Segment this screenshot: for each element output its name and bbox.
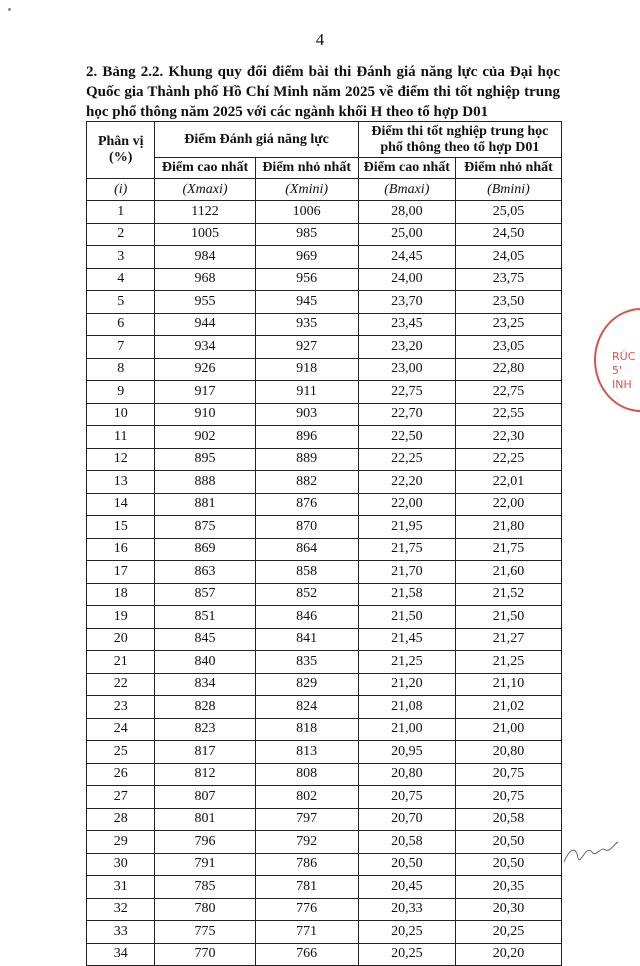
stamp-text: 5'	[612, 364, 623, 377]
table-row	[87, 493, 562, 516]
table-cell: 875	[155, 516, 255, 539]
table-cell: 840	[155, 651, 255, 674]
table-cell: 21,50	[358, 606, 455, 629]
table-cell: 846	[255, 606, 358, 629]
table-cell: 771	[255, 921, 358, 944]
table-cell: 22,00	[455, 493, 561, 516]
table-cell: 812	[155, 763, 255, 786]
table-cell: 22,75	[358, 381, 455, 404]
table-row	[87, 831, 562, 854]
table-cell: 20	[87, 628, 155, 651]
table-cell: 21,60	[455, 561, 561, 584]
table-cell: 24	[87, 718, 155, 741]
table-cell: 801	[155, 808, 255, 831]
table-cell: 935	[255, 313, 358, 336]
table-cell: 926	[155, 358, 255, 381]
header-thpt-max: Điểm cao nhất	[358, 158, 455, 179]
table-cell: 896	[255, 426, 358, 449]
table-cell: 23	[87, 696, 155, 719]
table-cell: 797	[255, 808, 358, 831]
table-cell: 956	[255, 268, 358, 291]
table-cell: 21,50	[455, 606, 561, 629]
table-cell: 21,52	[455, 583, 561, 606]
table-row	[87, 336, 562, 359]
table-cell: 888	[155, 471, 255, 494]
table-cell: 23,70	[358, 291, 455, 314]
table-cell: 841	[255, 628, 358, 651]
table-cell: 21,75	[455, 538, 561, 561]
table-cell: 20,25	[358, 921, 455, 944]
table-cell: 20,20	[455, 943, 561, 966]
table-row	[87, 898, 562, 921]
table-cell: 20,80	[358, 763, 455, 786]
table-cell: 10	[87, 403, 155, 426]
table-cell: 808	[255, 763, 358, 786]
table-cell: 25,00	[358, 223, 455, 246]
table-cell: 21,10	[455, 673, 561, 696]
table-cell: 23,25	[455, 313, 561, 336]
symbol-cell: (i)	[87, 179, 155, 201]
table-row	[87, 786, 562, 809]
table-row	[87, 471, 562, 494]
table-cell: 20,75	[455, 786, 561, 809]
table-cell: 20,70	[358, 808, 455, 831]
table-cell: 835	[255, 651, 358, 674]
table-cell: 881	[155, 493, 255, 516]
table-cell: 834	[155, 673, 255, 696]
table-cell: 21,80	[455, 516, 561, 539]
table-cell: 13	[87, 471, 155, 494]
table-row	[87, 201, 562, 224]
table-cell: 21,95	[358, 516, 455, 539]
table-row	[87, 606, 562, 629]
table-cell: 24,45	[358, 246, 455, 269]
table-cell: 927	[255, 336, 358, 359]
table-row	[87, 943, 562, 966]
table-cell: 31	[87, 876, 155, 899]
table-cell: 21,45	[358, 628, 455, 651]
table-cell: 21,20	[358, 673, 455, 696]
table-cell: 969	[255, 246, 358, 269]
table-row	[87, 313, 562, 336]
table-cell: 1006	[255, 201, 358, 224]
table-cell: 869	[155, 538, 255, 561]
table-cell: 25,05	[455, 201, 561, 224]
table-cell: 785	[155, 876, 255, 899]
table-cell: 34	[87, 943, 155, 966]
table-cell: 1005	[155, 223, 255, 246]
table-cell: 857	[155, 583, 255, 606]
table-cell: 955	[155, 291, 255, 314]
table-cell: 17	[87, 561, 155, 584]
table-cell: 984	[155, 246, 255, 269]
table-cell: 882	[255, 471, 358, 494]
table-cell: 895	[155, 448, 255, 471]
symbol-row	[87, 179, 562, 201]
table-cell: 5	[87, 291, 155, 314]
table-cell: 770	[155, 943, 255, 966]
table-cell: 21,58	[358, 583, 455, 606]
table-cell: 870	[255, 516, 358, 539]
table-cell: 828	[155, 696, 255, 719]
table-cell: 20,30	[455, 898, 561, 921]
table-cell: 23,50	[455, 291, 561, 314]
table-cell: 32	[87, 898, 155, 921]
table-cell: 902	[155, 426, 255, 449]
table-cell: 21,00	[455, 718, 561, 741]
table-cell: 1	[87, 201, 155, 224]
table-cell: 796	[155, 831, 255, 854]
table-cell: 28,00	[358, 201, 455, 224]
table-cell: 14	[87, 493, 155, 516]
table-cell: 24,00	[358, 268, 455, 291]
stamp-text: RÚC	[612, 350, 636, 363]
table-cell: 22,30	[455, 426, 561, 449]
table-cell: 6	[87, 313, 155, 336]
table-cell: 20,75	[455, 763, 561, 786]
table-cell: 4	[87, 268, 155, 291]
conversion-table	[86, 121, 562, 966]
table-cell: 802	[255, 786, 358, 809]
table-row	[87, 381, 562, 404]
table-cell: 25	[87, 741, 155, 764]
table-row	[87, 673, 562, 696]
table-cell: 791	[155, 853, 255, 876]
table-row	[87, 358, 562, 381]
table-cell: 792	[255, 831, 358, 854]
table-cell: 20,35	[455, 876, 561, 899]
table-cell: 9	[87, 381, 155, 404]
header-dgnl-max: Điểm cao nhất	[155, 158, 255, 179]
table-cell: 15	[87, 516, 155, 539]
table-cell: 813	[255, 741, 358, 764]
table-cell: 20,58	[455, 808, 561, 831]
scan-dot	[8, 8, 11, 11]
table-cell: 985	[255, 223, 358, 246]
table-row	[87, 853, 562, 876]
table-cell: 2	[87, 223, 155, 246]
table-cell: 944	[155, 313, 255, 336]
table-cell: 968	[155, 268, 255, 291]
table-cell: 945	[255, 291, 358, 314]
table-cell: 910	[155, 403, 255, 426]
table-cell: 845	[155, 628, 255, 651]
table-cell: 20,50	[455, 853, 561, 876]
symbol-cell: (Xmini)	[255, 179, 358, 201]
table-cell: 823	[155, 718, 255, 741]
header-thpt: Điểm thi tốt nghiệp trung học phổ thông theo tổ hợp D01	[358, 122, 561, 158]
symbol-cell: (Bmini)	[455, 179, 561, 201]
table-cell: 22,75	[455, 381, 561, 404]
stamp-text: INH	[612, 378, 632, 391]
header-percentile: Phân vị (%)	[87, 122, 155, 179]
table-cell: 29	[87, 831, 155, 854]
table-cell: 23,20	[358, 336, 455, 359]
header-dgnl: Điểm Đánh giá năng lực	[155, 122, 358, 158]
table-row	[87, 876, 562, 899]
table-cell: 851	[155, 606, 255, 629]
table-cell: 3	[87, 246, 155, 269]
header-dgnl-min: Điểm nhỏ nhất	[255, 158, 358, 179]
table-cell: 22,00	[358, 493, 455, 516]
table-cell: 918	[255, 358, 358, 381]
table-row	[87, 718, 562, 741]
table-cell: 818	[255, 718, 358, 741]
table-cell: 20,75	[358, 786, 455, 809]
table-cell: 766	[255, 943, 358, 966]
table-cell: 889	[255, 448, 358, 471]
table-cell: 28	[87, 808, 155, 831]
table-cell: 829	[255, 673, 358, 696]
table-row	[87, 628, 562, 651]
table-cell: 863	[155, 561, 255, 584]
table-cell: 20,50	[358, 853, 455, 876]
table-cell: 24,50	[455, 223, 561, 246]
table-row	[87, 516, 562, 539]
table-cell: 23,75	[455, 268, 561, 291]
table-cell: 16	[87, 538, 155, 561]
table-cell: 21,27	[455, 628, 561, 651]
table-row	[87, 291, 562, 314]
table-cell: 12	[87, 448, 155, 471]
table-cell: 23,05	[455, 336, 561, 359]
table-cell: 8	[87, 358, 155, 381]
table-cell: 30	[87, 853, 155, 876]
table-row	[87, 268, 562, 291]
table-cell: 20,33	[358, 898, 455, 921]
table-cell: 858	[255, 561, 358, 584]
table-cell: 22,20	[358, 471, 455, 494]
table-cell: 23,00	[358, 358, 455, 381]
table-cell: 21	[87, 651, 155, 674]
table-row	[87, 403, 562, 426]
table-cell: 852	[255, 583, 358, 606]
table-row	[87, 763, 562, 786]
table-cell: 934	[155, 336, 255, 359]
table-cell: 21,02	[455, 696, 561, 719]
table-cell: 22,55	[455, 403, 561, 426]
table-cell: 24,05	[455, 246, 561, 269]
table-cell: 780	[155, 898, 255, 921]
table-cell: 911	[255, 381, 358, 404]
table-cell: 26	[87, 763, 155, 786]
table-cell: 775	[155, 921, 255, 944]
table-cell: 20,50	[455, 831, 561, 854]
table-cell: 903	[255, 403, 358, 426]
table-cell: 21,70	[358, 561, 455, 584]
table-cell: 21,25	[455, 651, 561, 674]
table-row	[87, 223, 562, 246]
table-cell: 917	[155, 381, 255, 404]
table-cell: 19	[87, 606, 155, 629]
table-cell: 22,70	[358, 403, 455, 426]
table-cell: 22,25	[455, 448, 561, 471]
table-body	[87, 179, 562, 966]
table-cell: 20,95	[358, 741, 455, 764]
table-cell: 20,80	[455, 741, 561, 764]
header-thpt-min: Điểm nhỏ nhất	[455, 158, 561, 179]
table-cell: 33	[87, 921, 155, 944]
table-cell: 776	[255, 898, 358, 921]
table-cell: 20,25	[358, 943, 455, 966]
table-cell: 22,25	[358, 448, 455, 471]
table-row	[87, 538, 562, 561]
table-cell: 21,75	[358, 538, 455, 561]
table-row	[87, 921, 562, 944]
page-number: 4	[315, 30, 325, 49]
table-cell: 781	[255, 876, 358, 899]
symbol-cell: (Bmaxi)	[358, 179, 455, 201]
table-cell: 1122	[155, 201, 255, 224]
table-cell: 27	[87, 786, 155, 809]
table-cell: 22,80	[455, 358, 561, 381]
table-cell: 824	[255, 696, 358, 719]
table-cell: 23,45	[358, 313, 455, 336]
table-cell: 876	[255, 493, 358, 516]
table-cell: 864	[255, 538, 358, 561]
table-cell: 22,50	[358, 426, 455, 449]
table-row	[87, 651, 562, 674]
table-cell: 20,45	[358, 876, 455, 899]
table-row	[87, 696, 562, 719]
table-cell: 21,00	[358, 718, 455, 741]
signature-icon	[560, 838, 620, 868]
table-cell: 22,01	[455, 471, 561, 494]
table-cell: 21,25	[358, 651, 455, 674]
table-cell: 817	[155, 741, 255, 764]
table-cell: 21,08	[358, 696, 455, 719]
table-cell: 807	[155, 786, 255, 809]
table-row	[87, 741, 562, 764]
table-cell: 20,58	[358, 831, 455, 854]
table-cell: 22	[87, 673, 155, 696]
table-row	[87, 808, 562, 831]
symbol-cell: (Xmaxi)	[155, 179, 255, 201]
table-cell: 7	[87, 336, 155, 359]
table-cell: 11	[87, 426, 155, 449]
table-row	[87, 561, 562, 584]
table-row	[87, 583, 562, 606]
table-row	[87, 426, 562, 449]
table-heading: 2. Bảng 2.2. Khung quy đổi điểm bài thi Đánh giá năng lực của Đại học Quốc gia Thành phố Hồ Chí Minh năm 2025 về điểm thi tốt nghiệp trung học phổ thông năm 2025 với các ngành khối H theo tổ hợp D01	[86, 64, 560, 120]
table-cell: 786	[255, 853, 358, 876]
table-row	[87, 448, 562, 471]
table-row	[87, 246, 562, 269]
table-cell: 20,25	[455, 921, 561, 944]
table-cell: 18	[87, 583, 155, 606]
